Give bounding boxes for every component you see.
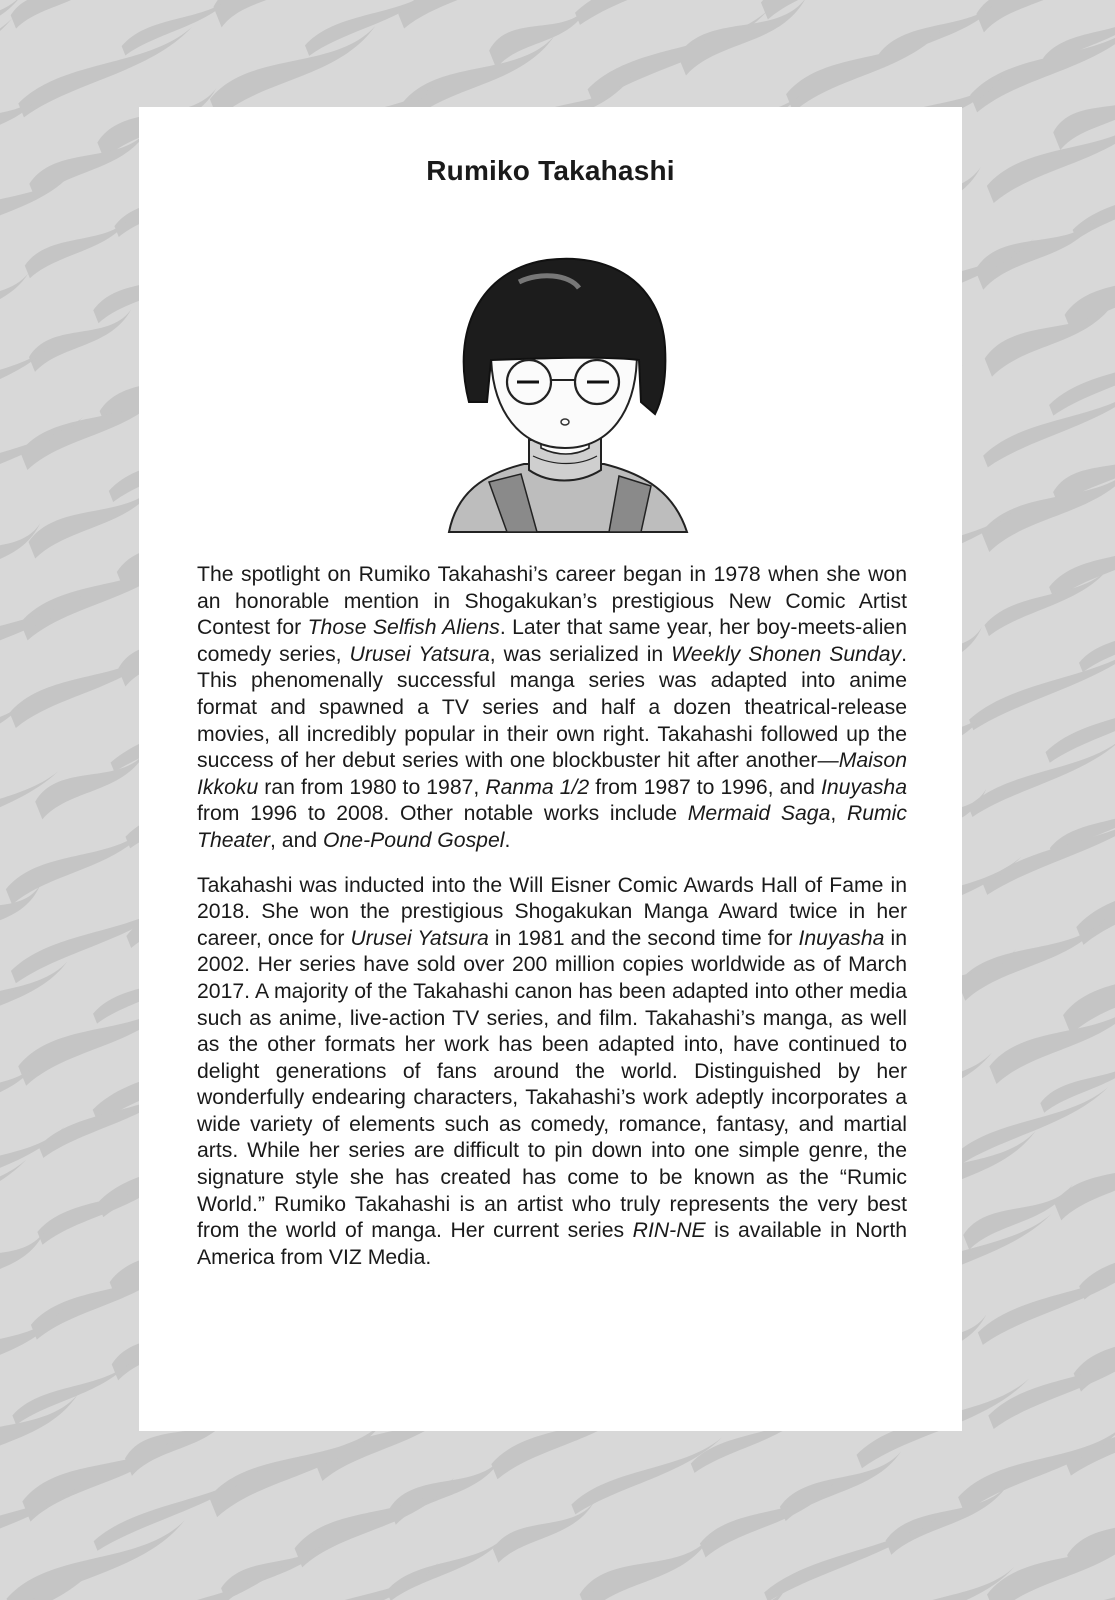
bio-text-run: from 1987 to 1996, and (589, 775, 821, 799)
bio-text-run: The spotlight on Rumiko Takahashi’s career began in 1978 when she won an honorable mention in Shogakukan’s prestigious New Comic Artist Contest for (197, 563, 907, 640)
bio-text-run: , and (270, 828, 324, 852)
work-title: Urusei Yatsura (350, 926, 489, 950)
work-title: Inuyasha (820, 775, 907, 799)
work-title: Mermaid Saga (687, 802, 831, 826)
bio-text-run: . Later that same year, her boy-meets-alien comedy series, (197, 616, 907, 666)
biography-text (197, 562, 907, 1289)
bio-paragraph-1 (197, 562, 907, 855)
bio-text-run: . (504, 828, 511, 852)
work-title: One-Pound Gospel (323, 828, 505, 852)
bio-text-run: Takahashi was inducted into the Will Eisner Comic Awards Hall of Fame in 2018. She won the prestigious Shogakukan Manga Award twice in her career, once for (197, 873, 907, 950)
bio-text-run: is available in North America from VIZ Media. (197, 1219, 907, 1269)
work-title: RIN-NE (632, 1219, 706, 1243)
page-title: Rumiko Takahashi (426, 155, 675, 186)
bio-text-run: ran from 1980 to 1987, (258, 775, 486, 799)
work-title: Those Selfish Aliens (307, 616, 500, 640)
work-title: Rumic Theater (197, 802, 907, 852)
work-title: Maison Ikkoku (197, 749, 907, 799)
bio-text-run: . This phenomenally successful manga series was adapted into anime format and spawned a TV series and half a dozen theatrical-release movies, all incredibly popular in their own right. Takahashi followed up the success of her debut series with one blockbuster hit after another— (197, 642, 907, 773)
bio-paragraph-2 (197, 873, 907, 1272)
work-title: Urusei Yatsura (349, 642, 490, 666)
work-title: Inuyasha (798, 926, 885, 950)
work-title: Weekly Shonen Sunday (671, 642, 902, 666)
work-title: Ranma 1/2 (485, 775, 590, 799)
bio-text-run: , was serialized in (489, 642, 672, 666)
author-portrait-icon (429, 252, 699, 534)
bio-text-run: , (830, 802, 847, 826)
author-bio-panel (139, 107, 962, 1431)
bio-text-run: from 1996 to 2008. Other notable works include (197, 802, 688, 826)
bio-text-run: in 1981 and the second time for (488, 926, 799, 950)
bio-text-run: in 2002. Her series have sold over 200 million copies worldwide as of March 2017. A majority of the Takahashi canon has been adapted into other media such as anime, live-action TV series, and film. Takahashi’s manga, as well as the other formats her work has been adapted into, have continued to delight generations of fans around the world. Distinguished by her wonderfully endearing characters, Takahashi’s work adeptly incorporates a wide variety of elements such as comedy, romance, fantasy, and martial arts. While her series are difficult to pin down into one simple genre, the signature style she has created has come to be known as the “Rumic World.” Rumiko Takahashi is an artist who truly represents the very best from the world of manga. Her current series (197, 926, 907, 1243)
